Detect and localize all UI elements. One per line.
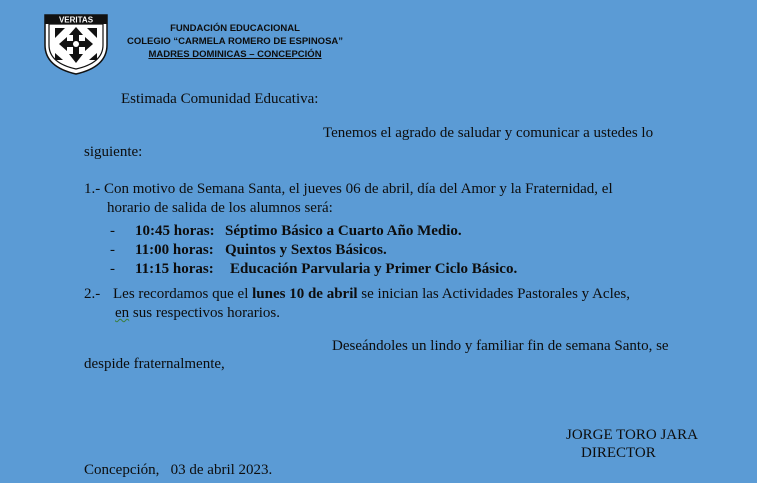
school-congregation-city: MADRES DOMINICAS – CONCEPCIÓN xyxy=(148,49,322,60)
schedule-description: Séptimo Básico a Cuarto Año Medio. xyxy=(225,223,462,239)
list-dash: - xyxy=(110,223,115,239)
schedule-description: Quintos y Sextos Básicos. xyxy=(225,242,387,258)
place-date: Concepción, 03 de abril 2023. xyxy=(84,462,273,478)
paragraph-1-line-2: horario de salida de los alumnos será: xyxy=(107,200,333,216)
list-dash: - xyxy=(110,261,115,277)
foundation-name: FUNDACIÓN EDUCACIONAL xyxy=(170,23,300,34)
school-crest-logo xyxy=(43,13,109,75)
spellcheck-word: en xyxy=(115,305,130,321)
paragraph-2-text-pre: Les recordamos que el xyxy=(113,286,253,302)
closing-line-1: Deseándoles un lindo y familiar fin de semana Santo, se xyxy=(332,338,669,354)
school-name: COLEGIO “CARMELA ROMERO DE ESPINOSA” xyxy=(126,36,344,47)
closing-line-2: despide fraternalmente, xyxy=(84,356,225,372)
paragraph-2-line-2 xyxy=(115,305,280,322)
paragraph-2-number: 2.- xyxy=(84,286,101,302)
signer-name: JORGE TORO JARA xyxy=(566,427,698,443)
paragraph-2-date: lunes 10 de abril xyxy=(252,286,358,302)
paragraph-2-text-post: se inician las Actividades Pastorales y Acles, xyxy=(357,286,630,302)
paragraph-2-line-2-rest: sus respectivos horarios. xyxy=(129,305,280,321)
paragraph-2-line-1 xyxy=(113,286,630,303)
intro-line-2: siguiente: xyxy=(84,144,143,160)
schedule-description: Educación Parvularia y Primer Ciclo Básico. xyxy=(230,261,518,277)
schedule-time: 11:15 horas: xyxy=(135,261,214,277)
schedule-time: 11:00 horas: xyxy=(135,242,214,258)
list-dash: - xyxy=(110,242,115,258)
paragraph-1-line-1: 1.- Con motivo de Semana Santa, el jueves 06 de abril, día del Amor y la Fraternidad, el xyxy=(84,181,613,197)
schedule-time: 10:45 horas: xyxy=(135,223,215,239)
intro-line-1: Tenemos el agrado de saludar y comunicar a ustedes lo xyxy=(323,125,654,141)
signer-title: DIRECTOR xyxy=(581,445,656,461)
logo-text: VERITAS xyxy=(58,15,94,25)
salutation: Estimada Comunidad Educativa: xyxy=(121,91,319,107)
